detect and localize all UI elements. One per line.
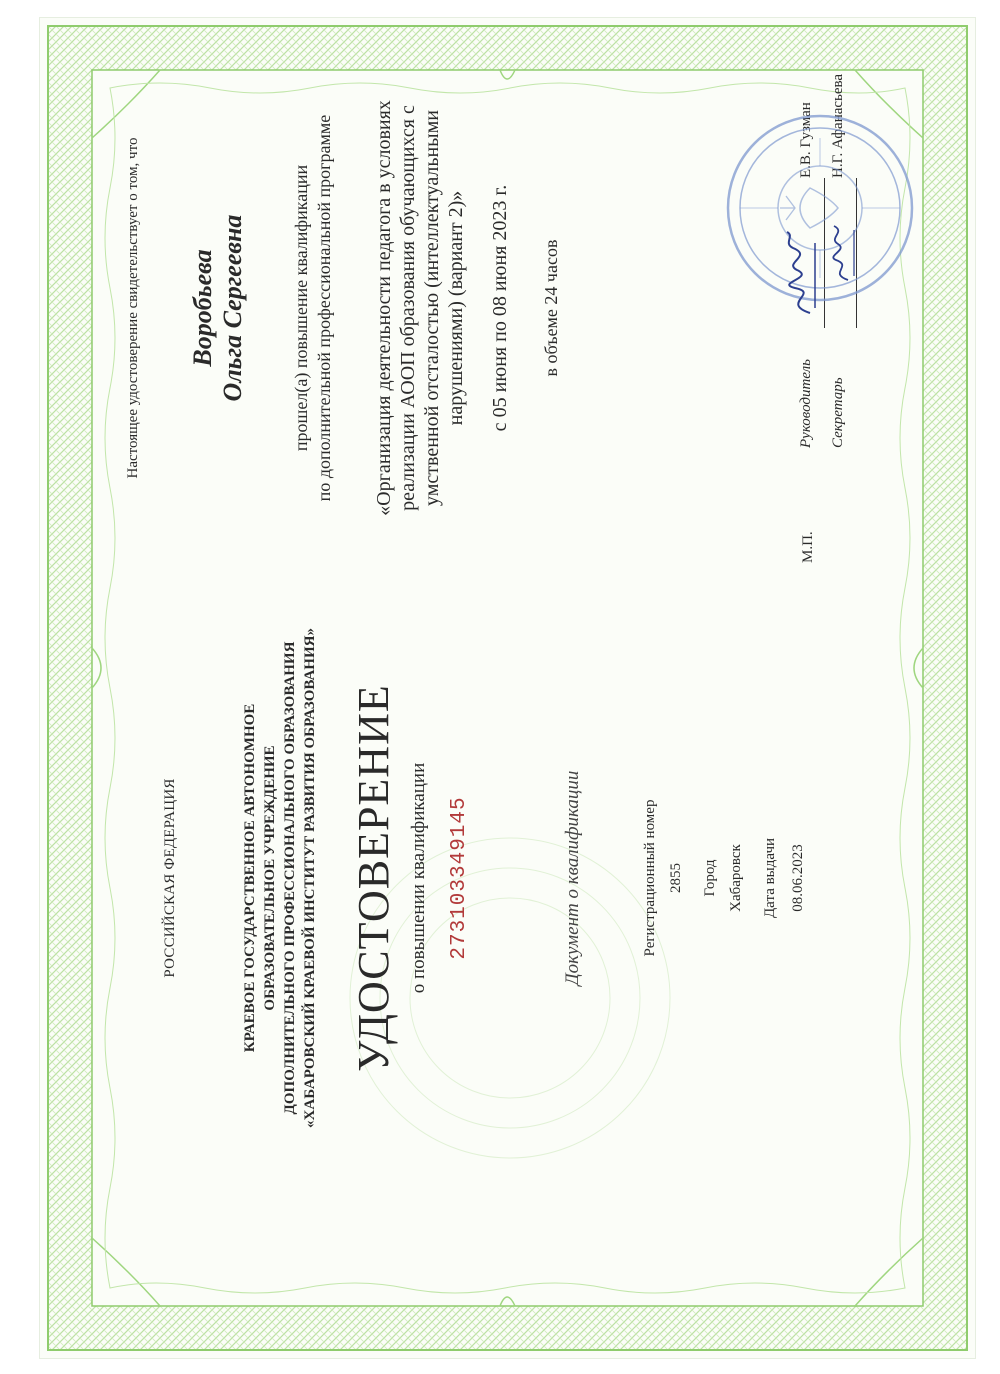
program-title-line: «Организация деятельности педагога в условиях <box>373 100 395 516</box>
document-subtitle: о повышении квалификации <box>408 762 429 994</box>
organization-name <box>240 588 320 1168</box>
organization-line: «ХАБАРОВСКИЙ КРАЕВОЙ ИНСТИТУТ РАЗВИТИЯ ОБРАЗОВАНИЯ» <box>302 628 318 1128</box>
program-title-line: реализации АООП образования обучающихся с <box>397 105 419 511</box>
secretary-role: Секретарь <box>830 377 846 448</box>
organization-line: КРАЕВОЕ ГОСУДАРСТВЕННОЕ АВТОНОМНОЕ <box>242 703 258 1053</box>
program-title <box>372 48 468 568</box>
issue-date-label: Дата выдачи <box>762 837 778 919</box>
document-type: Документ о квалификации <box>562 770 583 986</box>
program-title-line: умственной отсталостью (интеллектуальными <box>421 110 443 506</box>
rotated-certificate-content <box>40 18 975 1358</box>
registration-number: 2855 <box>668 863 684 893</box>
completion-statement: прошел(а) повышение квалификации <box>291 164 311 452</box>
head-role: Руководитель <box>798 359 814 448</box>
organization-line: ОБРАЗОВАТЕЛЬНОЕ УЧРЕЖДЕНИЕ <box>262 745 278 1011</box>
program-intro: по дополнительной профессиональной программе <box>314 114 334 502</box>
certificate-sheet <box>40 18 975 1358</box>
certificate-intro: Настоящее удостоверение свидетельствует о том, что <box>125 137 141 479</box>
city-value: Хабаровск <box>728 844 744 912</box>
training-volume: в объеме 24 часов <box>541 239 561 377</box>
country-label: РОССИЙСКАЯ ФЕДЕРАЦИЯ <box>162 778 178 978</box>
recipient-surname: Воробьева <box>188 249 217 367</box>
secretary-name: Н.Г. Афанасьева <box>830 73 846 178</box>
seal-place-label: М.П. <box>800 531 816 563</box>
secretary-signature <box>818 218 863 288</box>
city-label: Город <box>702 859 718 897</box>
registration-label: Регистрационный номер <box>642 799 658 957</box>
issue-date: 08.06.2023 <box>790 844 806 912</box>
document-number: 273103349145 <box>448 796 471 960</box>
program-title-line: нарушениями) (вариант 2)» <box>445 190 467 426</box>
document-title: УДОСТОВЕРЕНИЕ <box>349 684 398 1072</box>
training-period: с 05 июня по 08 июня 2023 г. <box>489 184 511 432</box>
organization-line: ДОПОЛНИТЕЛЬНОГО ПРОФЕССИОНАЛЬНОГО ОБРАЗОВАНИЯ <box>282 641 298 1115</box>
recipient-given-names: Ольга Сергеевна <box>218 214 247 402</box>
head-name: Е.В. Гузман <box>798 102 814 178</box>
